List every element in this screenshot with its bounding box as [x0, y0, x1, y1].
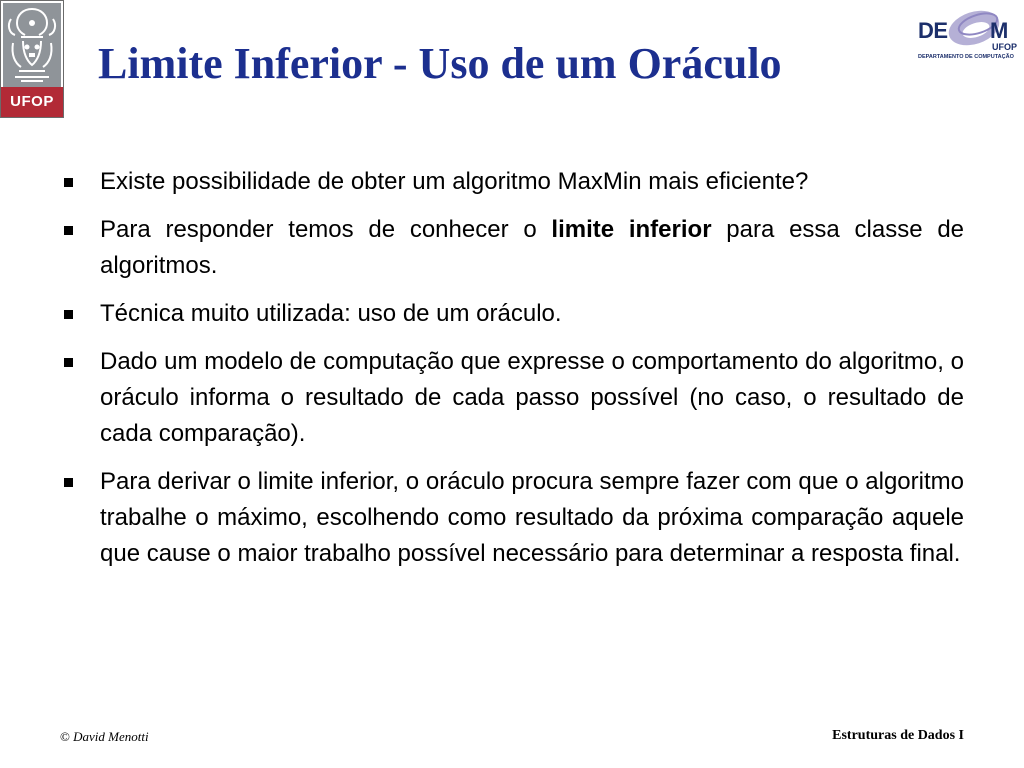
decom-logo-letters-de: DE	[918, 18, 948, 43]
bullet-item	[62, 344, 964, 452]
bullet-item	[62, 464, 964, 572]
bullet-item	[62, 296, 964, 332]
ufop-logo-label: UFOP	[1, 87, 63, 117]
bullet-text-bold: limite inferior	[551, 216, 712, 243]
copyright-symbol: ©	[60, 729, 70, 744]
decom-logo-department: DEPARTAMENTO DE COMPUTAÇÃO	[918, 54, 1014, 60]
footer-course: Estruturas de Dados I	[832, 728, 964, 743]
bullet-text: Técnica muito utilizada: uso de um oráculo.	[100, 300, 562, 327]
bullet-item	[62, 212, 964, 284]
bullet-text: Para derivar o limite inferior, o oráculo procura sempre fazer com que o algoritmo trabalhe o máximo, escolhendo como resultado da próxima comparação aquele que cause o maior trabalho possível necessário para determinar a resposta final.	[100, 468, 964, 567]
author-name: David Menotti	[73, 729, 149, 744]
bullet-text-after: para essa classe de algoritmos.	[100, 216, 965, 279]
bullet-square-icon	[64, 478, 73, 487]
bullet-list	[62, 164, 964, 584]
bullet-square-icon	[64, 358, 73, 367]
bullet-text: Existe possibilidade de obter um algoritmo MaxMin mais eficiente?	[100, 168, 809, 195]
bullet-square-icon	[64, 310, 73, 319]
slide-title: Limite Inferior - Uso de um Oráculo	[98, 39, 782, 88]
bullet-item	[62, 164, 964, 200]
bullet-square-icon	[64, 226, 73, 235]
footer-author	[60, 729, 149, 745]
decom-logo-letters-m: M	[990, 18, 1008, 43]
bullet-square-icon	[64, 178, 73, 187]
decom-logo-ufop: UFOP	[992, 42, 1018, 52]
bullet-text: Dado um modelo de computação que expresse o comportamento do algoritmo, o oráculo informa o resultado de cada passo possível (no caso, o resultado de cada comparação).	[100, 348, 964, 447]
decom-logo	[916, 4, 1022, 68]
ufop-emblem-icon	[3, 3, 61, 87]
bullet-text-before: Para responder temos de conhecer o	[100, 216, 552, 243]
ufop-logo	[0, 0, 64, 118]
